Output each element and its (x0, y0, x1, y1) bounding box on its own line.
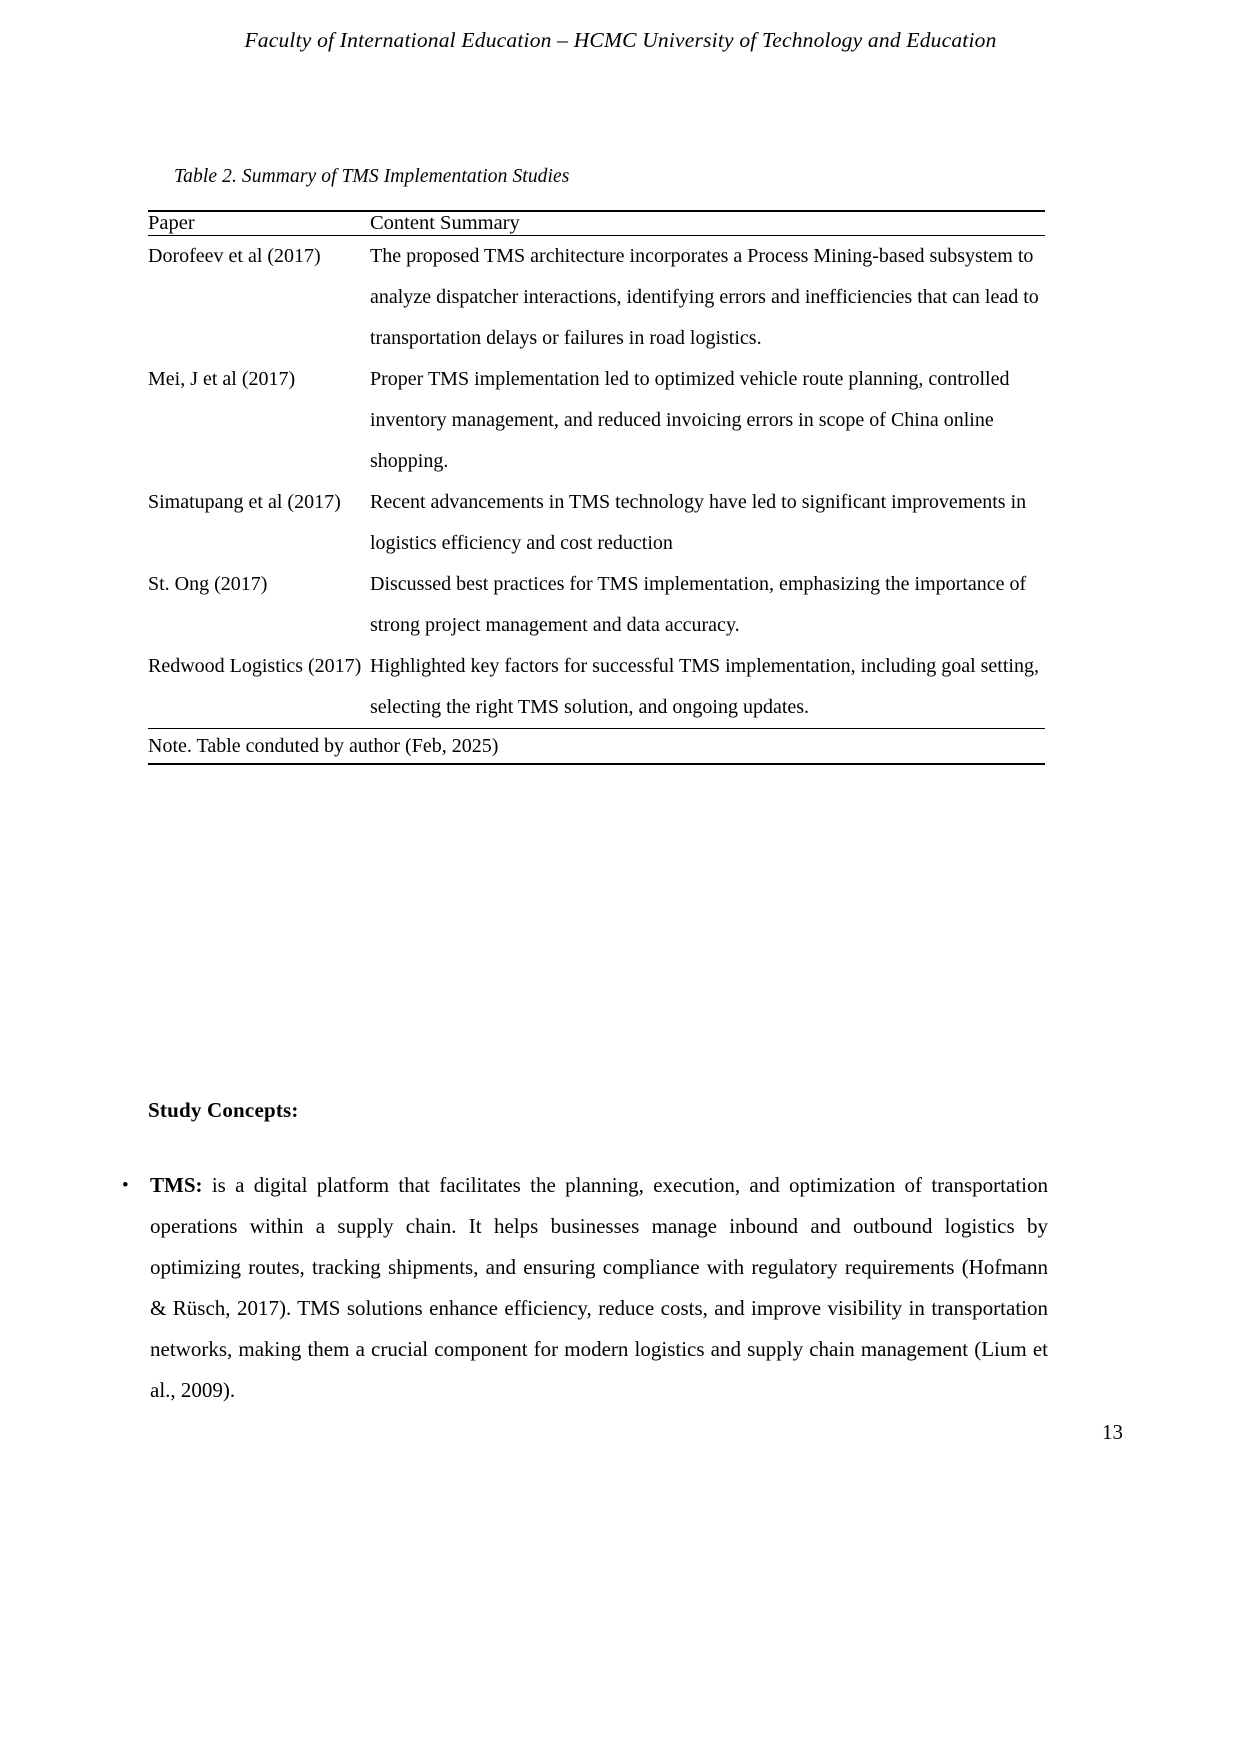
cell-paper: Mei, J et al (2017) (148, 368, 296, 390)
page-number: 13 (1102, 1420, 1123, 1444)
cell-summary: The proposed TMS architecture incorporates a Process Mining-based subsystem to analyze dispatcher interactions, identifying errors and inefficiencies that can lead to transportation delays or failures in road logistics. (370, 245, 1039, 349)
column-header-paper: Paper (148, 212, 195, 234)
table-block (148, 166, 1045, 765)
table-caption: Table 2. Summary of TMS Implementation Studies (174, 166, 570, 187)
cell-paper: Dorofeev et al (2017) (148, 245, 321, 267)
concept-term: TMS: (150, 1173, 203, 1197)
concept-definition: is a digital platform that facilitates the planning, execution, and optimization of transportation operations within a supply chain. It helps businesses manage inbound and outbound logistics by optimizing routes, tracking shipments, and ensuring compliance with regulatory requirements (Hofmann & Rüsch, 2017). TMS solutions enhance efficiency, reduce costs, and improve visibility in transportation networks, making them a crucial component for modern logistics and supply chain management (Lium et al., 2009). (150, 1173, 1048, 1402)
cell-paper: St. Ong (2017) (148, 573, 268, 595)
cell-summary: Highlighted key factors for successful TMS implementation, including goal setting, selecting the right TMS solution, and ongoing updates. (370, 655, 1039, 718)
cell-summary: Recent advancements in TMS technology have led to significant improvements in logistics efficiency and cost reduction (370, 491, 1027, 554)
table-header-row (148, 211, 1045, 236)
list-item (150, 1165, 1048, 1411)
table-row (148, 482, 1045, 564)
table-bottom-rule (148, 764, 1045, 765)
table-row (148, 359, 1045, 482)
concepts-block (118, 1165, 1048, 1411)
cell-summary: Proper TMS implementation led to optimized vehicle route planning, controlled inventory management, and reduced invoicing errors in scope of China online shopping. (370, 368, 1010, 472)
table-row (148, 564, 1045, 646)
cell-paper: Simatupang et al (2017) (148, 491, 341, 513)
running-header: Faculty of International Education – HCMC University of Technology and Education (244, 28, 997, 52)
table-row (148, 236, 1045, 360)
bottom-rule-cell (148, 764, 1045, 765)
cell-paper: Redwood Logistics (2017) (148, 655, 362, 677)
column-header-content-summary: Content Summary (370, 212, 520, 234)
section-heading: Study Concepts: (148, 1098, 299, 1122)
table-row (148, 646, 1045, 729)
table-note: Note. Table conduted by author (Feb, 2025) (148, 735, 499, 757)
summary-table (148, 210, 1045, 765)
cell-summary: Discussed best practices for TMS implementation, emphasizing the importance of strong project management and data accuracy. (370, 573, 1027, 636)
table-note-row (148, 729, 1045, 765)
concepts-list (118, 1165, 1048, 1411)
